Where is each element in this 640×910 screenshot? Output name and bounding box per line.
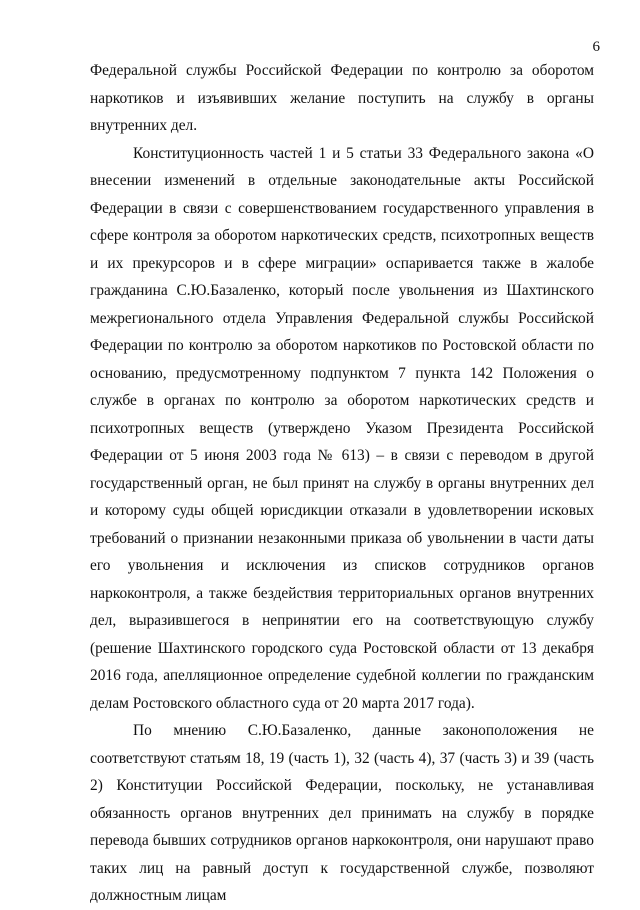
paragraph-continuation: Федеральной службы Российской Федерации по контролю за оборотом наркотиков и изъявивших желание поступить на службу в органы внутренних дел. [90,62,594,134]
document-body [90,57,594,910]
paragraph-applicant-opinion: По мнению С.Ю.Базаленко, данные законоположения не соответствуют статьям 18, 19 (часть 1), 32 (часть 4), 37 (часть 3) и 39 (часть 2) Конституции Российской Федерации, поскольку, не устанавливая обязанность органов внутренних дел принимать на службу в порядке перевода бывших сотрудников органов наркоконтроля, они нарушают право таких лиц на равный доступ к государственной службе, позволяют должностным лицам [90,722,594,904]
paragraph-complaint: Конституционность частей 1 и 5 статьи 33 Федерального закона «О внесении изменений в отдельные законодательные акты Российской Федерации в связи с совершенствованием государственного управления в сфере контроля за оборотом наркотических средств, психотропных веществ и их прекурсоров и в сфере миграции» оспаривается также в жалобе гражданина С.Ю.Базаленко, который после увольнения из Шахтинского межрегионального отдела Управления Федеральной службы Российской Федерации по контролю за оборотом наркотиков по Ростовской области по основанию, предусмотренному подпунктом 7 пункта 142 Положения о службе в органах по контролю за оборотом наркотических средств и психотропных веществ (утверждено Указом Президента Российской Федерации от 5 июня 2003 года № 613) – в связи с переводом в другой государственный орган, не был принят на службу в органы внутренних дел и которому суды общей юрисдикции отказали в удовлетворении исковых требований о признании незаконными приказа об увольнении в части даты его увольнения и исключения из списков сотрудников органов наркоконтроля, а также бездействия территориальных органов внутренних дел, выразившегося в непринятии его на соответствующую службу (решение Шахтинского городского суда Ростовской области от 13 декабря 2016 года, апелляционное определение судебной коллегии по гражданским делам Ростовского областного суда от 20 марта 2017 года). [90,144,594,712]
page-number: 6 [592,39,600,55]
